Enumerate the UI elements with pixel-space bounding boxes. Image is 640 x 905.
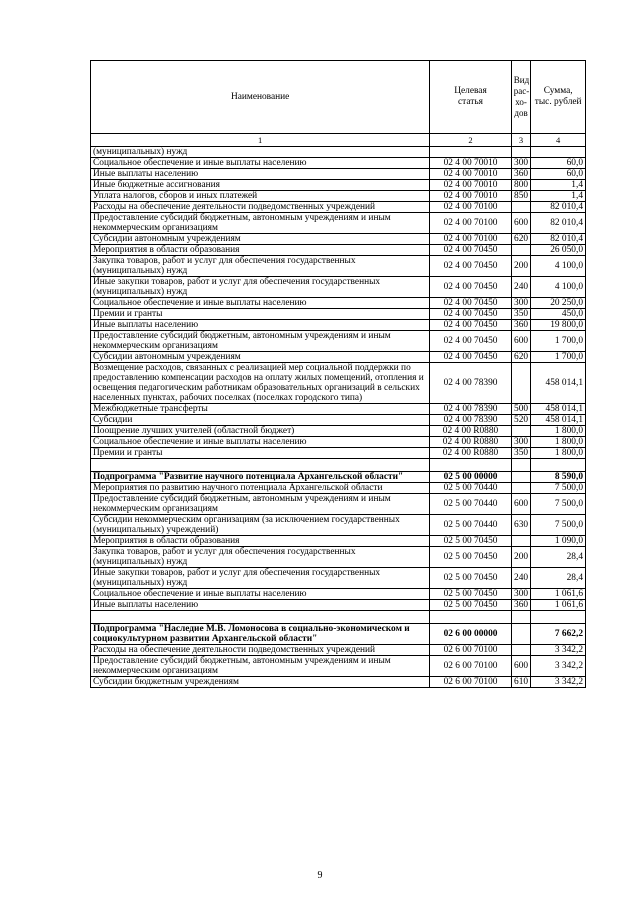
row-amount: 458 014,1 bbox=[531, 415, 586, 426]
row-target-code: 02 5 00 70440 bbox=[430, 515, 511, 536]
row-expense-kind bbox=[511, 363, 531, 404]
row-amount: 7 500,0 bbox=[531, 494, 586, 515]
row-expense-kind: 520 bbox=[511, 415, 531, 426]
row-target-code: 02 4 00 70450 bbox=[430, 277, 511, 298]
row-expense-kind bbox=[511, 472, 531, 483]
table-row bbox=[91, 448, 586, 459]
row-target-code: 02 5 00 70450 bbox=[430, 589, 511, 600]
row-name: Межбюджетные трансферты bbox=[91, 404, 430, 415]
row-expense-kind: 620 bbox=[511, 234, 531, 245]
row-name: Мероприятия по развитию научного потенциала Архангельской области bbox=[91, 483, 430, 494]
row-amount: 3 342,2 bbox=[531, 656, 586, 677]
row-name: Возмещение расходов, связанных с реализацией мер социальной поддержки по предоставлению компенсации расходов на оплату жилых помещений, отопления и освещения педагогическим работникам образовательных организаций в сельских населенных пунктах, рабочих поселках (поселках городского типа) bbox=[91, 363, 430, 404]
row-expense-kind bbox=[511, 202, 531, 213]
row-name: Субсидии автономным учреждениям bbox=[91, 352, 430, 363]
row-expense-kind bbox=[511, 147, 531, 158]
row-target-code: 02 4 00 78390 bbox=[430, 363, 511, 404]
row-target-code: 02 4 00 78390 bbox=[430, 415, 511, 426]
row-amount: 1 061,6 bbox=[531, 589, 586, 600]
page-number: 9 bbox=[317, 870, 323, 881]
table-row bbox=[91, 426, 586, 437]
row-target-code: 02 4 00 R0880 bbox=[430, 426, 511, 437]
row-target-code: 02 5 00 70440 bbox=[430, 483, 511, 494]
row-expense-kind: 200 bbox=[511, 256, 531, 277]
table-row bbox=[91, 191, 586, 202]
table-row bbox=[91, 656, 586, 677]
row-amount: 7 662,2 bbox=[531, 624, 586, 645]
table-row bbox=[91, 331, 586, 352]
row-expense-kind bbox=[511, 536, 531, 547]
header-kind-line: хо- bbox=[515, 97, 527, 107]
table-row bbox=[91, 245, 586, 256]
table-row bbox=[91, 309, 586, 320]
row-name: Уплата налогов, сборов и иных платежей bbox=[91, 191, 430, 202]
row-target-code: 02 4 00 70450 bbox=[430, 245, 511, 256]
row-expense-kind: 600 bbox=[511, 656, 531, 677]
table-row bbox=[91, 277, 586, 298]
row-name: Субсидии автономным учреждениям bbox=[91, 234, 430, 245]
row-target-code bbox=[430, 147, 511, 158]
row-name: Подпрограмма "Развитие научного потенциала Архангельской области" bbox=[91, 472, 430, 483]
row-target-code: 02 4 00 70450 bbox=[430, 256, 511, 277]
row-expense-kind: 850 bbox=[511, 191, 531, 202]
header-kind-line: дов bbox=[514, 108, 528, 118]
row-amount: 1 700,0 bbox=[531, 352, 586, 363]
row-expense-kind: 350 bbox=[511, 309, 531, 320]
header-code-line: Целевая bbox=[454, 86, 487, 96]
row-name: Закупка товаров, работ и услуг для обеспечения государственных (муниципальных) нужд bbox=[91, 547, 430, 568]
row-amount bbox=[531, 611, 586, 624]
row-name: Расходы на обеспечение деятельности подведомственных учреждений bbox=[91, 202, 430, 213]
row-name bbox=[91, 459, 430, 472]
header-code-line: статья bbox=[458, 97, 483, 107]
row-expense-kind bbox=[511, 624, 531, 645]
row-name: Иные выплаты населению bbox=[91, 320, 430, 331]
row-amount: 3 342,2 bbox=[531, 645, 586, 656]
row-expense-kind: 300 bbox=[511, 437, 531, 448]
row-expense-kind bbox=[511, 611, 531, 624]
row-name: Субсидии некоммерческим организациям (за исключением государственных (муниципальных) учреждений) bbox=[91, 515, 430, 536]
table-row bbox=[91, 256, 586, 277]
table-row bbox=[91, 213, 586, 234]
row-expense-kind: 360 bbox=[511, 320, 531, 331]
row-target-code: 02 6 00 70100 bbox=[430, 645, 511, 656]
row-expense-kind bbox=[511, 245, 531, 256]
row-name: Субсидии bbox=[91, 415, 430, 426]
table-row bbox=[91, 536, 586, 547]
row-expense-kind: 800 bbox=[511, 180, 531, 191]
spacer-row bbox=[91, 459, 586, 472]
column-number: 2 bbox=[430, 134, 511, 147]
table-row bbox=[91, 202, 586, 213]
row-target-code: 02 4 00 70010 bbox=[430, 191, 511, 202]
row-target-code: 02 4 00 70010 bbox=[430, 169, 511, 180]
row-name: Мероприятия в области образования bbox=[91, 245, 430, 256]
row-name: (муниципальных) нужд bbox=[91, 147, 430, 158]
row-expense-kind: 620 bbox=[511, 352, 531, 363]
row-name: Социальное обеспечение и иные выплаты населению bbox=[91, 158, 430, 169]
row-amount: 1 800,0 bbox=[531, 448, 586, 459]
header-sum-line: Сумма, bbox=[543, 86, 573, 96]
budget-table-body bbox=[91, 61, 586, 688]
table-row bbox=[91, 169, 586, 180]
row-target-code: 02 4 00 70100 bbox=[430, 234, 511, 245]
table-row bbox=[91, 677, 586, 688]
row-name: Социальное обеспечение и иные выплаты населению bbox=[91, 437, 430, 448]
row-name: Предоставление субсидий бюджетным, автономным учреждениям и иным некоммерческим организациям bbox=[91, 213, 430, 234]
row-expense-kind bbox=[511, 459, 531, 472]
row-target-code: 02 5 00 70440 bbox=[430, 494, 511, 515]
row-name: Иные закупки товаров, работ и услуг для обеспечения государственных (муниципальных) нужд bbox=[91, 568, 430, 589]
column-number-row bbox=[91, 134, 586, 147]
row-target-code: 02 5 00 70450 bbox=[430, 536, 511, 547]
row-amount: 26 050,0 bbox=[531, 245, 586, 256]
row-expense-kind: 240 bbox=[511, 568, 531, 589]
row-expense-kind: 630 bbox=[511, 515, 531, 536]
row-target-code: 02 4 00 70450 bbox=[430, 352, 511, 363]
subprogram-row bbox=[91, 472, 586, 483]
table-row bbox=[91, 415, 586, 426]
row-target-code bbox=[430, 459, 511, 472]
row-amount bbox=[531, 147, 586, 158]
row-amount: 28,4 bbox=[531, 547, 586, 568]
table-row bbox=[91, 589, 586, 600]
row-amount: 1,4 bbox=[531, 180, 586, 191]
row-name bbox=[91, 611, 430, 624]
row-amount: 82 010,4 bbox=[531, 234, 586, 245]
row-amount: 28,4 bbox=[531, 568, 586, 589]
row-amount: 82 010,4 bbox=[531, 213, 586, 234]
table-row bbox=[91, 147, 586, 158]
row-amount: 7 500,0 bbox=[531, 515, 586, 536]
row-amount: 8 590,0 bbox=[531, 472, 586, 483]
row-expense-kind bbox=[511, 426, 531, 437]
header-kind bbox=[511, 61, 531, 134]
spacer-row bbox=[91, 611, 586, 624]
row-name: Субсидии бюджетным учреждениям bbox=[91, 677, 430, 688]
row-expense-kind: 360 bbox=[511, 169, 531, 180]
row-target-code: 02 4 00 70450 bbox=[430, 309, 511, 320]
row-target-code: 02 4 00 70010 bbox=[430, 158, 511, 169]
table-row bbox=[91, 600, 586, 611]
row-expense-kind bbox=[511, 645, 531, 656]
table-row bbox=[91, 483, 586, 494]
row-name: Иные закупки товаров, работ и услуг для обеспечения государственных (муниципальных) нужд bbox=[91, 277, 430, 298]
row-name: Премии и гранты bbox=[91, 309, 430, 320]
row-expense-kind bbox=[511, 483, 531, 494]
table-row bbox=[91, 298, 586, 309]
row-amount: 19 800,0 bbox=[531, 320, 586, 331]
header-name: Наименование bbox=[91, 61, 430, 134]
row-target-code: 02 4 00 70450 bbox=[430, 320, 511, 331]
row-expense-kind: 600 bbox=[511, 213, 531, 234]
row-amount: 1 061,6 bbox=[531, 600, 586, 611]
row-expense-kind: 360 bbox=[511, 600, 531, 611]
row-expense-kind: 600 bbox=[511, 494, 531, 515]
column-number: 4 bbox=[531, 134, 586, 147]
row-name: Премии и гранты bbox=[91, 448, 430, 459]
row-target-code: 02 4 00 R0880 bbox=[430, 448, 511, 459]
row-amount: 1,4 bbox=[531, 191, 586, 202]
table-row bbox=[91, 494, 586, 515]
row-target-code: 02 4 00 70100 bbox=[430, 202, 511, 213]
row-expense-kind: 610 bbox=[511, 677, 531, 688]
row-amount: 1 090,0 bbox=[531, 536, 586, 547]
table-row bbox=[91, 352, 586, 363]
row-name: Подпрограмма "Наследие М.В. Ломоносова в социально-экономическом и социокультурном развитии Архангельской области" bbox=[91, 624, 430, 645]
header-sum bbox=[531, 61, 586, 134]
row-amount: 1 700,0 bbox=[531, 331, 586, 352]
table-row bbox=[91, 547, 586, 568]
table-row bbox=[91, 404, 586, 415]
table-row bbox=[91, 320, 586, 331]
row-name: Предоставление субсидий бюджетным, автономным учреждениям и иным некоммерческим организациям bbox=[91, 331, 430, 352]
row-target-code: 02 4 00 70010 bbox=[430, 180, 511, 191]
row-amount: 4 100,0 bbox=[531, 277, 586, 298]
row-target-code: 02 5 00 70450 bbox=[430, 547, 511, 568]
row-target-code: 02 4 00 78390 bbox=[430, 404, 511, 415]
row-target-code: 02 4 00 70100 bbox=[430, 213, 511, 234]
row-expense-kind: 200 bbox=[511, 547, 531, 568]
row-target-code: 02 4 00 70450 bbox=[430, 331, 511, 352]
row-amount: 450,0 bbox=[531, 309, 586, 320]
table-row bbox=[91, 437, 586, 448]
row-expense-kind: 300 bbox=[511, 158, 531, 169]
row-amount: 20 250,0 bbox=[531, 298, 586, 309]
row-expense-kind: 300 bbox=[511, 589, 531, 600]
row-expense-kind: 240 bbox=[511, 277, 531, 298]
row-amount: 458 014,1 bbox=[531, 404, 586, 415]
row-amount: 82 010,4 bbox=[531, 202, 586, 213]
row-amount: 458 014,1 bbox=[531, 363, 586, 404]
row-expense-kind: 300 bbox=[511, 298, 531, 309]
row-expense-kind: 500 bbox=[511, 404, 531, 415]
row-name: Мероприятия в области образования bbox=[91, 536, 430, 547]
row-name: Иные выплаты населению bbox=[91, 600, 430, 611]
row-target-code bbox=[430, 611, 511, 624]
row-amount: 1 800,0 bbox=[531, 426, 586, 437]
row-name: Социальное обеспечение и иные выплаты населению bbox=[91, 589, 430, 600]
row-amount: 3 342,2 bbox=[531, 677, 586, 688]
table-row bbox=[91, 515, 586, 536]
row-amount: 60,0 bbox=[531, 158, 586, 169]
row-expense-kind: 600 bbox=[511, 331, 531, 352]
row-target-code: 02 5 00 70450 bbox=[430, 568, 511, 589]
header-code bbox=[430, 61, 511, 134]
header-kind-line: Вид bbox=[513, 75, 530, 85]
table-row bbox=[91, 645, 586, 656]
row-amount: 4 100,0 bbox=[531, 256, 586, 277]
table-row bbox=[91, 234, 586, 245]
row-target-code: 02 6 00 70100 bbox=[430, 656, 511, 677]
column-number: 1 bbox=[91, 134, 430, 147]
column-number: 3 bbox=[511, 134, 531, 147]
header-row bbox=[91, 61, 586, 134]
row-amount: 60,0 bbox=[531, 169, 586, 180]
row-name: Поощрение лучших учителей (областной бюджет) bbox=[91, 426, 430, 437]
row-name: Социальное обеспечение и иные выплаты населению bbox=[91, 298, 430, 309]
row-name: Иные выплаты населению bbox=[91, 169, 430, 180]
budget-table bbox=[90, 60, 586, 688]
row-amount: 1 800,0 bbox=[531, 437, 586, 448]
header-sum-line: тыс. рублей bbox=[534, 97, 582, 107]
row-amount bbox=[531, 459, 586, 472]
row-name: Предоставление субсидий бюджетным, автономным учреждениям и иным некоммерческим организациям bbox=[91, 494, 430, 515]
row-name: Расходы на обеспечение деятельности подведомственных учреждений bbox=[91, 645, 430, 656]
row-target-code: 02 4 00 R0880 bbox=[430, 437, 511, 448]
row-target-code: 02 6 00 70100 bbox=[430, 677, 511, 688]
row-name: Закупка товаров, работ и услуг для обеспечения государственных (муниципальных) нужд bbox=[91, 256, 430, 277]
table-row bbox=[91, 568, 586, 589]
row-expense-kind: 350 bbox=[511, 448, 531, 459]
table-row bbox=[91, 180, 586, 191]
row-target-code: 02 5 00 70450 bbox=[430, 600, 511, 611]
row-name: Иные бюджетные ассигнования bbox=[91, 180, 430, 191]
table-row bbox=[91, 363, 586, 404]
table-row bbox=[91, 158, 586, 169]
row-amount: 7 500,0 bbox=[531, 483, 586, 494]
row-name: Предоставление субсидий бюджетным, автономным учреждениям и иным некоммерческим организациям bbox=[91, 656, 430, 677]
row-target-code: 02 5 00 00000 bbox=[430, 472, 511, 483]
header-kind-line: рас- bbox=[513, 86, 530, 96]
subprogram-row bbox=[91, 624, 586, 645]
row-target-code: 02 4 00 70450 bbox=[430, 298, 511, 309]
row-target-code: 02 6 00 00000 bbox=[430, 624, 511, 645]
